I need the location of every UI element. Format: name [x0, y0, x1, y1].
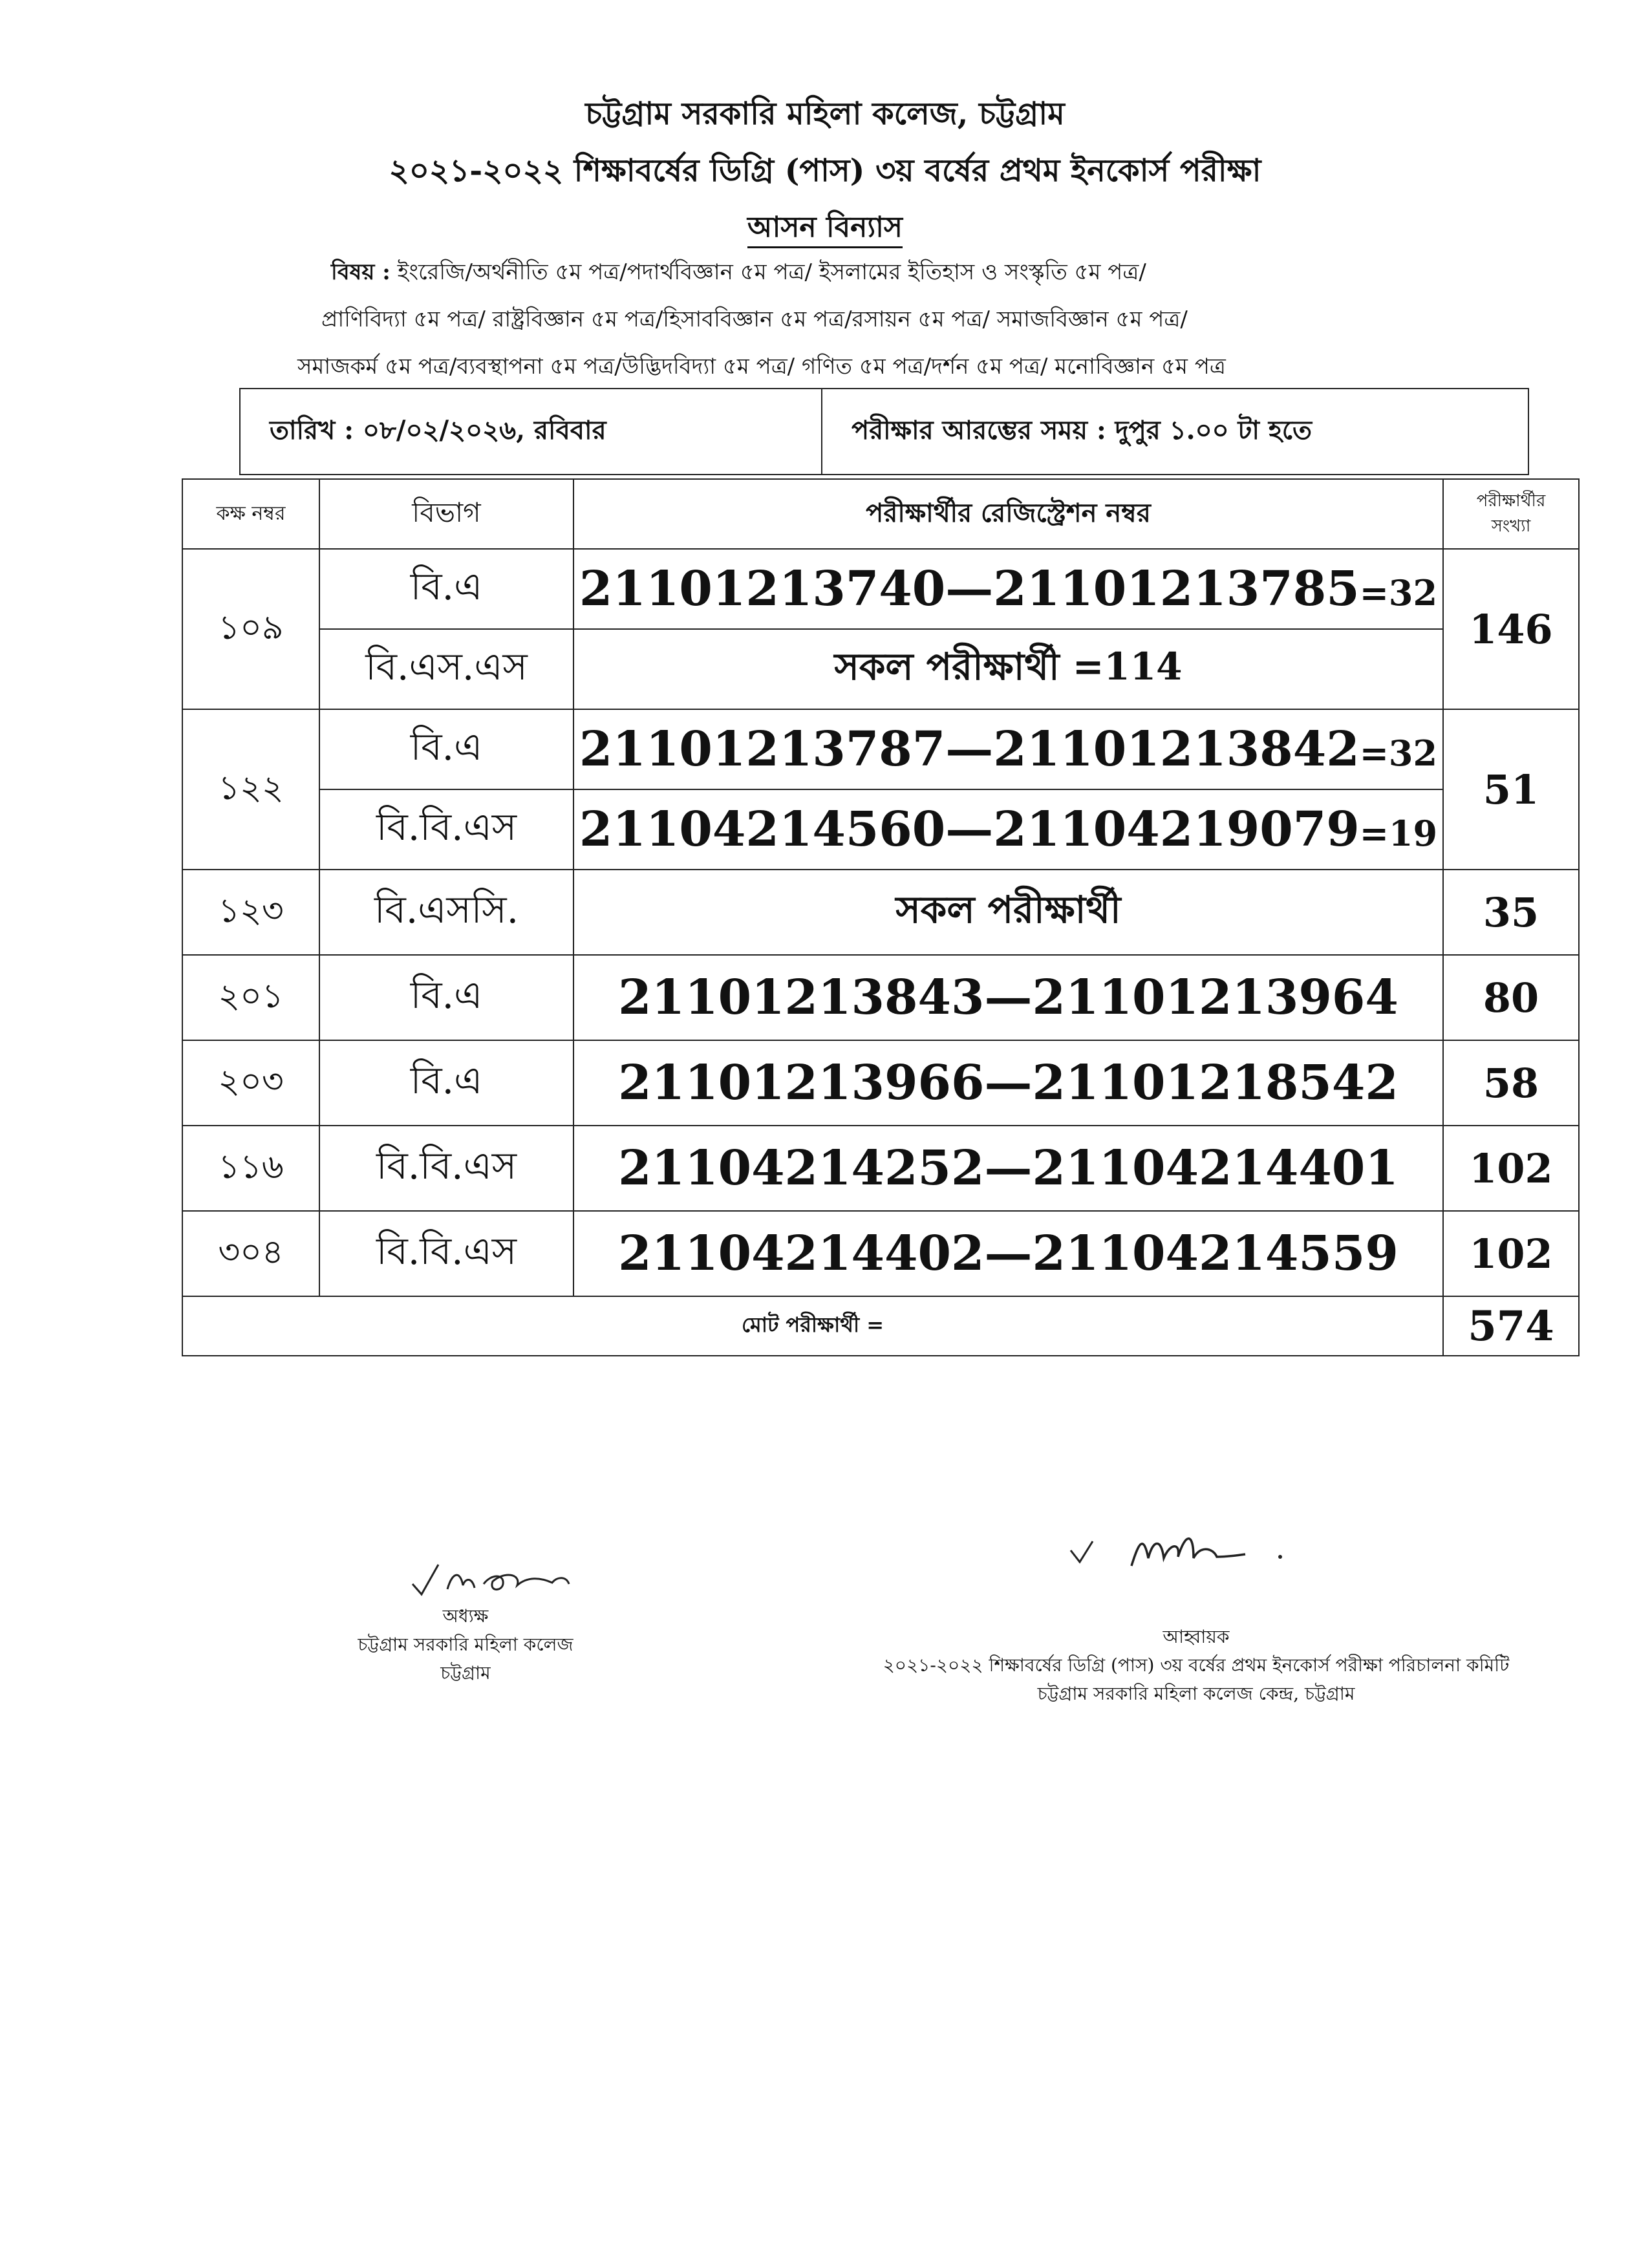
reg-dash: —	[984, 1226, 1033, 1281]
table-row	[182, 549, 1579, 629]
total-count: 574	[1443, 1296, 1579, 1356]
subjects-label: বিষয় :	[331, 259, 391, 285]
reg-from: 21104214252	[618, 1140, 985, 1196]
exam-title: ২০২১-২০২২ শিক্ষাবর্ষের ডিগ্রি (পাস) ৩য় বর্ষের প্রথম ইনকোর্স পরীক্ষা	[389, 153, 1261, 189]
principal-signature	[407, 1552, 575, 1603]
reg-to: 21101213785	[993, 561, 1360, 617]
room-number: ১০৯	[182, 549, 319, 709]
schedule-box	[239, 388, 1529, 475]
exam-start-time: পরীক্ষার আরম্ভের সময় : দুপুর ১.০০ টা হতে	[852, 415, 1312, 445]
department: বি.এ	[319, 955, 573, 1040]
candidate-count: 102	[1443, 1126, 1579, 1211]
reg-subcount: =19	[1359, 813, 1438, 854]
candidate-count: 58	[1443, 1040, 1579, 1126]
candidate-count: 146	[1443, 549, 1579, 709]
department: বি.বি.এস	[319, 1211, 573, 1296]
principal-title: অধ্যক্ষ	[442, 1605, 489, 1627]
header-dept: বিভাগ	[319, 479, 573, 549]
reg-to: 21104219079	[993, 802, 1360, 857]
candidate-count: 51	[1443, 709, 1579, 870]
header-count-line1: পরীক্ষার্থীর	[1476, 491, 1546, 511]
room-number: ১১৬	[182, 1126, 319, 1211]
reg-from: 21101213740	[579, 561, 946, 617]
table-row	[182, 789, 1579, 870]
header-registration: পরীক্ষার্থীর রেজিস্ট্রেশন নম্বর	[573, 479, 1443, 549]
total-row	[182, 1296, 1579, 1356]
registration-range	[573, 955, 1443, 1040]
reg-from: 21104214560	[579, 802, 946, 857]
registration-range	[573, 549, 1443, 629]
reg-subcount: =32	[1359, 572, 1438, 614]
room-number: ২০৩	[182, 1040, 319, 1126]
table-row	[182, 629, 1579, 709]
exam-date: তারিখ : ০৮/০২/২০২৬, রবিবার	[241, 389, 822, 474]
room-number: ১২২	[182, 709, 319, 870]
subjects-line-2: প্রাণিবিদ্যা ৫ম পত্র/ রাষ্ট্রবিজ্ঞান ৫ম পত্র/হিসাববিজ্ঞান ৫ম পত্র/রসায়ন ৫ম পত্র/ সমাজবিজ্ঞান ৫ম পত্র/	[321, 306, 1188, 332]
all-candidates: সকল পরীক্ষার্থী =114	[573, 629, 1443, 709]
total-label: মোট পরীক্ষার্থী =	[182, 1296, 1443, 1356]
reg-dash: —	[984, 1140, 1033, 1196]
document-title	[0, 206, 1650, 253]
candidate-count: 80	[1443, 955, 1579, 1040]
convener-signature-block	[744, 1623, 1649, 1708]
registration-range	[573, 1040, 1443, 1126]
reg-to: 21104214559	[1032, 1226, 1398, 1281]
principal-city: চট্টগ্রাম	[440, 1662, 491, 1684]
header-count	[1443, 479, 1579, 549]
candidate-count: 35	[1443, 870, 1579, 955]
table-row	[182, 1040, 1579, 1126]
subjects-line-3: সমাজকর্ম ৫ম পত্র/ব্যবস্থাপনা ৫ম পত্র/উদ্ভিদবিদ্যা ৫ম পত্র/ গণিত ৫ম পত্র/দর্শন ৫ম পত্র/ মনোবিজ্ঞান ৫ম পত্র	[297, 354, 1226, 380]
reg-dash: —	[984, 970, 1033, 1025]
all-candidates: সকল পরীক্ষার্থী	[573, 870, 1443, 955]
table-row	[182, 1211, 1579, 1296]
department: বি.এস.এস	[319, 629, 573, 709]
department: বি.এ	[319, 549, 573, 629]
reg-to: 21104214401	[1032, 1140, 1398, 1196]
college-name: চট্টগ্রাম সরকারি মহিলা কলেজ, চট্টগ্রাম	[585, 96, 1065, 132]
reg-dash: —	[984, 1055, 1033, 1111]
reg-dash: —	[945, 722, 994, 777]
department: বি.এসসি.	[319, 870, 573, 955]
reg-to: 21101218542	[1032, 1055, 1398, 1111]
reg-from: 21101213966	[618, 1055, 985, 1111]
reg-subcount: =32	[1359, 733, 1438, 774]
principal-college: চট্টগ্রাম সরকারি মহিলা কলেজ	[358, 1634, 573, 1655]
room-number: ২০১	[182, 955, 319, 1040]
registration-range	[573, 1211, 1443, 1296]
candidate-count: 102	[1443, 1211, 1579, 1296]
registration-range	[573, 789, 1443, 870]
room-number: ৩০৪	[182, 1211, 319, 1296]
registration-range	[573, 709, 1443, 789]
reg-dash: —	[945, 802, 994, 857]
convener-signature	[1067, 1519, 1300, 1590]
registration-range	[573, 1126, 1443, 1211]
department: বি.বি.এস	[319, 1126, 573, 1211]
reg-from: 21101213843	[618, 970, 985, 1025]
table-row	[182, 955, 1579, 1040]
table-header-row	[182, 479, 1579, 549]
subjects-line-1	[331, 255, 1146, 292]
convener-committee: ২০২১-২০২২ শিক্ষাবর্ষের ডিগ্রি (পাস) ৩য় বর্ষের প্রথম ইনকোর্স পরীক্ষা পরিচালনা কমিটি	[883, 1654, 1510, 1676]
convener-centre: চট্টগ্রাম সরকারি মহিলা কলেজ কেন্দ্র, চট্টগ্রাম	[1037, 1683, 1355, 1704]
reg-from: 21104214402	[618, 1226, 985, 1281]
document-title-text: আসন বিন্যাস	[747, 211, 903, 248]
header-count-line2: সংখ্যা	[1491, 517, 1531, 536]
reg-to: 21101213842	[993, 722, 1360, 777]
reg-to: 21101213964	[1032, 970, 1398, 1025]
table-row	[182, 870, 1579, 955]
convener-title: আহ্বায়ক	[1162, 1626, 1230, 1647]
reg-dash: —	[945, 561, 994, 617]
principal-signature-block	[272, 1602, 659, 1687]
table-row	[182, 1126, 1579, 1211]
table-row	[182, 709, 1579, 789]
department: বি.বি.এস	[319, 789, 573, 870]
header-room: কক্ষ নম্বর	[182, 479, 319, 549]
department: বি.এ	[319, 709, 573, 789]
room-number: ১২৩	[182, 870, 319, 955]
subjects-text-1: ইংরেজি/অর্থনীতি ৫ম পত্র/পদার্থবিজ্ঞান ৫ম পত্র/ ইসলামের ইতিহাস ও সংস্কৃতি ৫ম পত্র/	[397, 259, 1146, 285]
reg-from: 21101213787	[579, 722, 946, 777]
department: বি.এ	[319, 1040, 573, 1126]
seat-plan-table	[182, 478, 1580, 1356]
